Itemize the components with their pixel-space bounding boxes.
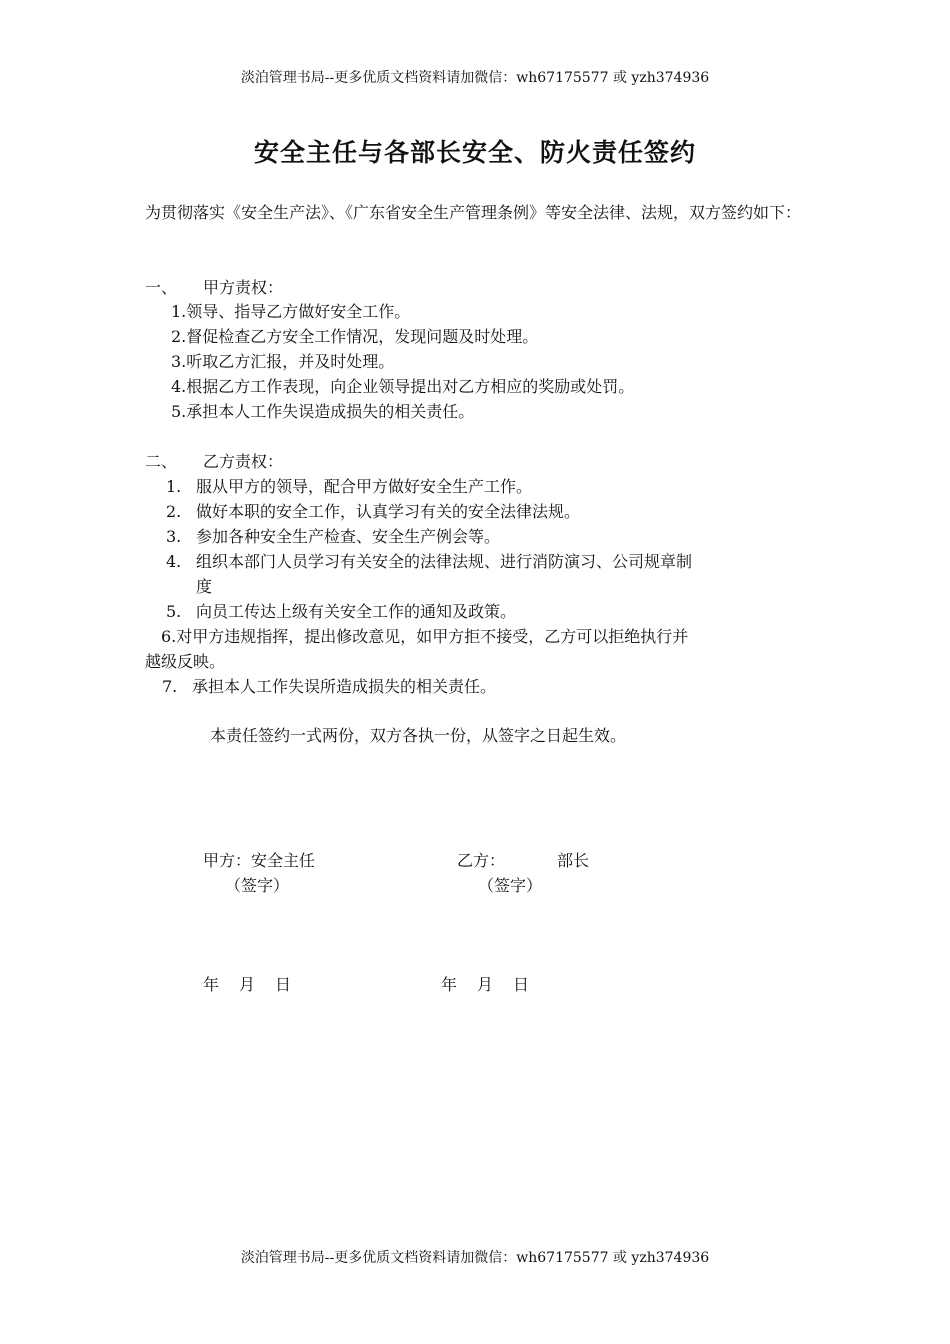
list-item-text: 做好本职的安全工作，认真学习有关的安全法律法规。 bbox=[196, 502, 581, 521]
list-item bbox=[166, 499, 580, 524]
list-item-text: 参加各种安全生产检查、安全生产例会等。 bbox=[196, 527, 501, 546]
section-1-title: 甲方责权： bbox=[203, 278, 284, 297]
list-item: 2.督促检查乙方安全工作情况，发现问题及时处理。 bbox=[171, 327, 539, 346]
party-a-label: 甲方：安全主任 bbox=[203, 851, 316, 870]
list-item bbox=[166, 524, 500, 549]
section-2-heading bbox=[145, 449, 283, 474]
list-item-text: 向员工传达上级有关安全工作的通知及政策。 bbox=[196, 602, 517, 621]
list-item-text: 组织本部门人员学习有关安全的法律法规、进行消防演习、公司规章制 bbox=[196, 552, 693, 571]
closing-statement: 本责任签约一式两份，双方各执一份，从签字之日起生效。 bbox=[210, 726, 627, 745]
list-item-number: 4. bbox=[166, 552, 182, 571]
party-b-sign-note: （签字） bbox=[478, 876, 543, 895]
list-item-6-line-2: 越级反映。 bbox=[145, 652, 226, 671]
document-title: 安全主任与各部长安全、防火责任签约 bbox=[253, 138, 696, 167]
list-item-number: 2. bbox=[166, 502, 182, 521]
intro-paragraph: 为贯彻落实《安全生产法》、《广东省安全生产管理条例》等安全法律、法规，双方签约如下： bbox=[145, 203, 802, 222]
list-item-6-line-1: 6.对甲方违规指挥，提出修改意见，如甲方拒不接受，乙方可以拒绝执行并 bbox=[161, 627, 689, 646]
party-b-date: 年 月 日 bbox=[441, 975, 532, 994]
section-1-heading bbox=[145, 275, 283, 300]
list-item: 4.根据乙方工作表现，向企业领导提出对乙方相应的奖励或处罚。 bbox=[171, 377, 635, 396]
list-item-number: 1. bbox=[166, 477, 182, 496]
party-b-role: 部长 bbox=[557, 851, 590, 870]
party-a-date: 年 月 日 bbox=[203, 975, 294, 994]
list-item-continuation: 度 bbox=[196, 577, 213, 596]
list-item: 1.领导、指导乙方做好安全工作。 bbox=[171, 302, 411, 321]
party-a-sign-note: （签字） bbox=[225, 876, 290, 895]
section-2-number: 二、 bbox=[145, 452, 178, 471]
section-1-number: 一、 bbox=[145, 278, 178, 297]
list-item bbox=[166, 599, 516, 624]
list-item: 3.听取乙方汇报，并及时处理。 bbox=[171, 352, 395, 371]
list-item-text: 承担本人工作失误所造成损失的相关责任。 bbox=[192, 677, 497, 696]
list-item-number: 7. bbox=[162, 677, 178, 696]
list-item-number: 5. bbox=[166, 602, 182, 621]
list-item bbox=[166, 474, 532, 499]
party-b-label: 乙方： bbox=[457, 851, 506, 870]
list-item: 5.承担本人工作失误造成损失的相关责任。 bbox=[171, 402, 475, 421]
list-item bbox=[162, 674, 496, 699]
list-item-number: 3. bbox=[166, 527, 182, 546]
list-item-text: 服从甲方的领导，配合甲方做好安全生产工作。 bbox=[196, 477, 533, 496]
section-2-title: 乙方责权： bbox=[203, 452, 284, 471]
page-footer: 淡泊管理书局--更多优质文档资料请加微信：wh67175577 或 yzh374936 bbox=[240, 1250, 710, 1266]
list-item bbox=[166, 549, 692, 574]
page-header: 淡泊管理书局--更多优质文档资料请加微信：wh67175577 或 yzh374936 bbox=[240, 70, 710, 86]
